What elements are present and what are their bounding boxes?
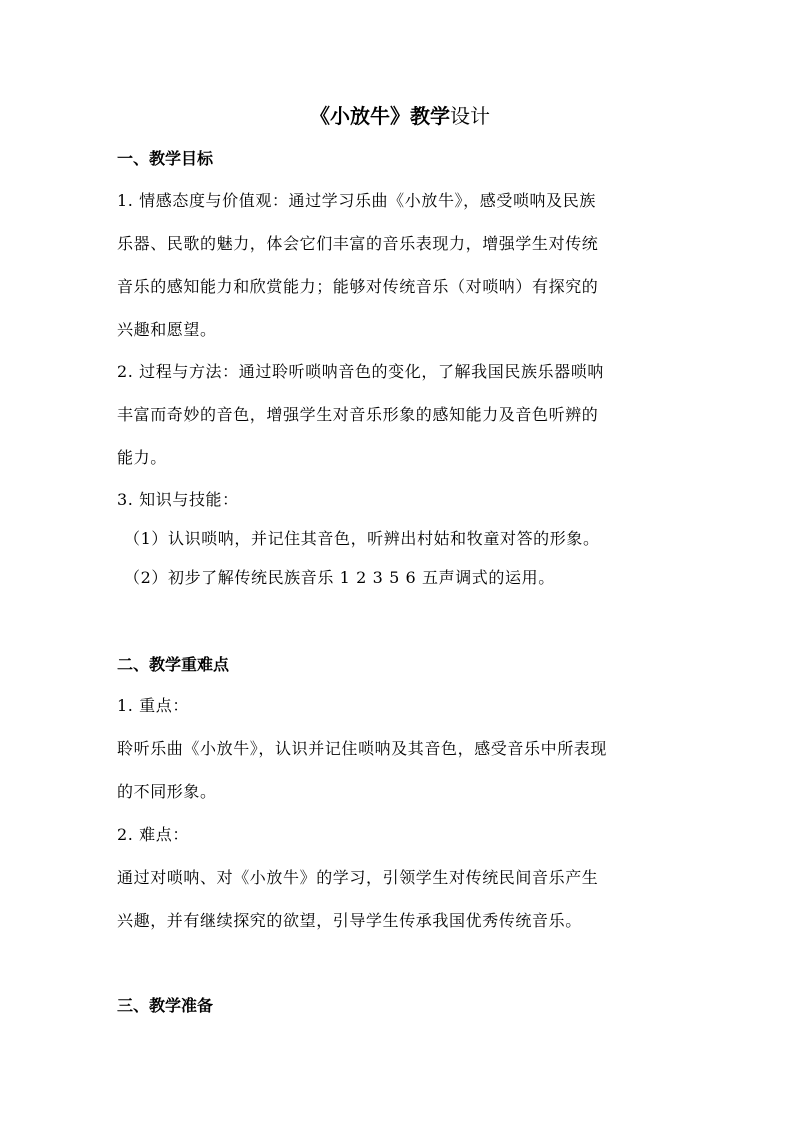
objective-2-line-3: 能力。 bbox=[117, 448, 167, 467]
difficult-point-line-2: 兴趣，并有继续探究的欲望，引导学生传承我国优秀传统音乐。 bbox=[117, 911, 582, 930]
objective-2-line-1: 2. 过程与方法：通过聆听唢呐音色的变化，了解我国民族乐器唢呐 bbox=[117, 362, 604, 381]
key-point-line-2: 的不同形象。 bbox=[117, 782, 217, 801]
objective-2-line-2: 丰富而奇妙的音色，增强学生对音乐形象的感知能力及音色听辨的 bbox=[117, 405, 599, 424]
difficult-point-label: 2. 难点： bbox=[117, 825, 189, 844]
objective-1-line-2: 乐器、民歌的魅力，体会它们丰富的音乐表现力，增强学生对传统 bbox=[117, 234, 599, 253]
skill-item-1: （1）认识唢呐，并记住其音色，听辨出村姑和牧童对答的形象。 bbox=[124, 529, 600, 548]
title-normal-part: 设计 bbox=[450, 104, 490, 128]
objective-3-label: 3. 知识与技能： bbox=[117, 490, 239, 509]
section-heading-preparation: 三、教学准备 bbox=[117, 996, 214, 1015]
skill-item-2: （2）初步了解传统民族音乐 1 2 3 5 6 五声调式的运用。 bbox=[124, 568, 555, 587]
title-bold-part: 《小放牛》教学 bbox=[310, 104, 450, 128]
objective-1-line-4: 兴趣和愿望。 bbox=[117, 320, 217, 339]
key-point-label: 1. 重点： bbox=[117, 696, 189, 715]
section-heading-objectives: 一、教学目标 bbox=[117, 149, 214, 168]
objective-1-line-1: 1. 情感态度与价值观：通过学习乐曲《小放牛》，感受唢呐及民族 bbox=[117, 191, 596, 210]
key-point-line-1: 聆听乐曲《小放牛》，认识并记住唢呐及其音色，感受音乐中所表现 bbox=[117, 739, 608, 758]
document-title bbox=[0, 101, 800, 131]
section-heading-key-points: 二、教学重难点 bbox=[117, 655, 230, 674]
difficult-point-line-1: 通过对唢呐、对《小放牛》的学习，引领学生对传统民间音乐产生 bbox=[117, 868, 599, 887]
objective-1-line-3: 音乐的感知能力和欣赏能力；能够对传统音乐（对唢呐）有探究的 bbox=[117, 277, 599, 296]
